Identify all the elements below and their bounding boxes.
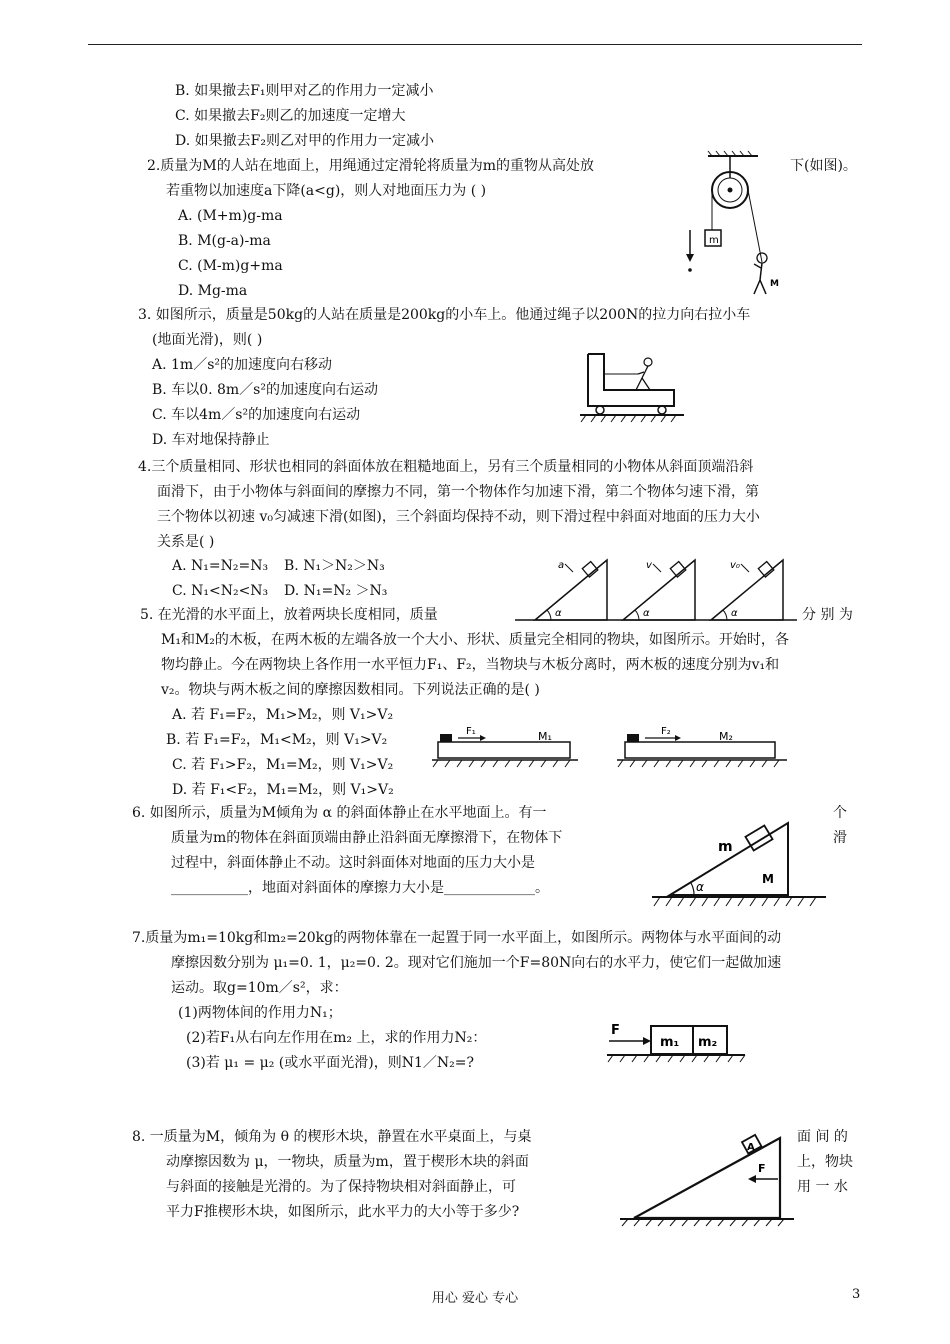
board-figure-1 <box>430 720 580 772</box>
pulley-figure <box>680 150 790 300</box>
q4-line2: 面滑下，由于小物体与斜面间的摩擦力不同，第一个物体作匀加速下滑，第二个物体匀速下滑，第 <box>157 484 759 500</box>
page-number: 3 <box>852 1287 861 1302</box>
q2-line1: 2.质量为M的人站在地面上，用绳通过定滑轮将质量为m的重物从高处放 <box>147 158 594 174</box>
q2-option-a: A. (M+m)g-ma <box>178 208 283 224</box>
q3-line2: (地面光滑)，则( ) <box>152 332 263 348</box>
incline-alpha-3: α <box>731 608 738 619</box>
q5-option-c: C. 若 F₁>F₂，M₁=M₂，则 V₁>V₂ <box>172 757 394 773</box>
wedge-mass-label: M <box>762 872 774 886</box>
q5-line2: M₁和M₂的木板，在两木板的左端各放一个大小、形状、质量完全相同的物块，如图所示。开始时，各 <box>161 632 789 648</box>
q4-line4: 关系是( ) <box>157 534 215 550</box>
q8-line1-tail: 面 间 的 <box>797 1129 848 1145</box>
push-force-label: F <box>758 1162 766 1175</box>
q7-line3: 运动。取g=10m／s²，求： <box>171 980 348 996</box>
q8-line1: 8. 一质量为M，倾角为 θ 的楔形木块，静置在水平桌面上，与桌 <box>132 1129 532 1145</box>
board-1-force-label: F₁ <box>466 726 476 737</box>
blocks-force-label: F <box>611 1023 620 1038</box>
board-figure-2 <box>615 720 790 772</box>
board-2-force-label: F₂ <box>661 726 671 737</box>
block-m1-label: m₁ <box>660 1035 680 1050</box>
q6-line4: ___________，地面对斜面体的摩擦力大小是_____________。 <box>171 880 549 896</box>
inclines-figure <box>515 550 800 625</box>
incline-label-a: a <box>558 560 565 571</box>
board-2-mass-label: M₂ <box>719 730 733 743</box>
q4-option-d: D. N₁=N₂ ＞N₃ <box>284 583 388 599</box>
q5-line4: v₂。物块与两木板之间的摩擦因数相同。下列说法正确的是( ) <box>161 682 540 698</box>
q6-line3: 过程中，斜面体静止不动。这时斜面体对地面的压力大小是 <box>171 855 535 871</box>
q3-option-b: B. 车以0. 8m／s²的加速度向右运动 <box>152 382 378 398</box>
wedge-angle-label: α <box>696 880 704 894</box>
q3-option-c: C. 车以4m／s²的加速度向右运动 <box>152 407 361 423</box>
two-blocks-figure <box>605 1018 750 1070</box>
q8-line2-tail: 上，物块 <box>797 1154 853 1170</box>
q2-option-c: C. (M-m)g+ma <box>178 258 283 274</box>
q4-line3: 三个物体以初速 v₀匀减速下滑(如图)，三个斜面均保持不动，则下滑过程中斜面对地面的压力大小 <box>157 509 760 525</box>
incline-alpha-2: α <box>643 608 650 619</box>
push-block-label: A <box>747 1142 755 1153</box>
q4-option-c: C. N₁<N₂<N₃ <box>172 583 269 599</box>
q5-line1-tail: 分 别 为 <box>802 607 853 623</box>
q8-line2: 动摩擦因数为 μ，一物块，质量为m，置于楔形木块的斜面 <box>166 1154 529 1170</box>
q2-option-b: B. M(g-a)-ma <box>178 233 271 249</box>
q1-option-d: D. 如果撤去F₂则乙对甲的作用力一定减小 <box>175 133 434 149</box>
q4-option-a: A. N₁=N₂=N₃ <box>172 558 269 574</box>
q4-line1: 4.三个质量相同、形状也相同的斜面体放在粗糙地面上，另有三个质量相同的小物体从斜面顶端沿斜 <box>138 459 754 475</box>
q2-line1-tail: 下(如图)。 <box>790 158 857 174</box>
q5-option-b: B. 若 F₁=F₂，M₁<M₂，则 V₁>V₂ <box>166 732 388 748</box>
q2-option-d: D. Mg-ma <box>178 283 248 299</box>
push-wedge-figure <box>618 1128 796 1228</box>
q7-sub2: (2)若F₁从右向左作用在m₂ 上，求的作用力N₂： <box>186 1030 487 1046</box>
pulley-block-label: m <box>709 235 719 246</box>
q8-line4: 平力F推楔形木块，如图所示，此水平力的大小等于多少? <box>166 1204 520 1220</box>
q5-line1: 5. 在光滑的水平面上，放着两块长度相同，质量 <box>140 607 438 623</box>
q4-option-b: B. N₁＞N₂＞N₃ <box>284 558 385 574</box>
q7-sub3: (3)若 μ₁ = μ₂ (或水平面光滑)，则N1／N₂=? <box>186 1055 474 1071</box>
wedge-figure <box>650 805 830 913</box>
incline-label-v0: v₀ <box>730 560 740 571</box>
q3-option-a: A. 1m／s²的加速度向右移动 <box>152 357 332 373</box>
incline-label-v: v <box>646 560 652 571</box>
q2-line2: 若重物以加速度a下降(a<g)，则人对地面压力为 ( ) <box>166 183 487 199</box>
q7-line1: 7.质量为m₁=10kg和m₂=20kg的两物体靠在一起置于同一水平面上，如图所示。两物体与水平面间的动 <box>132 930 782 946</box>
wedge-block-label: m <box>718 839 733 855</box>
q1-option-b: B. 如果撤去F₁则甲对乙的作用力一定减小 <box>175 83 434 99</box>
q5-option-a: A. 若 F₁=F₂，M₁>M₂，则 V₁>V₂ <box>172 707 394 723</box>
board-1-mass-label: M₁ <box>538 730 552 743</box>
q7-line2: 摩擦因数分别为 μ₁=0. 1，μ₂=0. 2。现对它们施加一个F=80N向右的水平力，使它们一起做加速 <box>171 955 782 971</box>
q8-line3-tail: 用 一 水 <box>797 1179 848 1195</box>
block-m2-label: m₂ <box>698 1035 718 1050</box>
incline-alpha-1: α <box>555 608 562 619</box>
q3-option-d: D. 车对地保持静止 <box>152 432 270 448</box>
q1-option-c: C. 如果撤去F₂则乙的加速度一定增大 <box>175 108 406 124</box>
q5-line3: 物均静止。今在两物块上各作用一水平恒力F₁、F₂，当物块与木板分离时，两木板的速度分别为v₁和 <box>161 657 780 673</box>
cart-figure <box>578 350 688 430</box>
q6-line2: 质量为m的物体在斜面顶端由静止沿斜面无摩擦滑下，在物体下 <box>171 830 563 846</box>
q6-line1: 6. 如图所示，质量为M倾角为 α 的斜面体静止在水平地面上。有一 <box>132 805 547 821</box>
page-footer: 用心 爱心 专心 <box>431 1291 519 1306</box>
header-rule <box>88 44 862 45</box>
pulley-person-label: M <box>770 279 779 289</box>
q3-line1: 3. 如图所示，质量是50kg的人站在质量是200kg的小车上。他通过绳子以200N的拉力向右拉小车 <box>138 307 751 323</box>
q6-line1-tail: 个 <box>833 805 847 821</box>
q6-line2-tail: 滑 <box>833 830 847 846</box>
q7-sub1: (1)两物体间的作用力N₁； <box>178 1005 342 1021</box>
q8-line3: 与斜面的接触是光滑的。为了保持物块相对斜面静止，可 <box>166 1179 516 1195</box>
q5-option-d: D. 若 F₁<F₂，M₁=M₂，则 V₁>V₂ <box>172 782 394 798</box>
